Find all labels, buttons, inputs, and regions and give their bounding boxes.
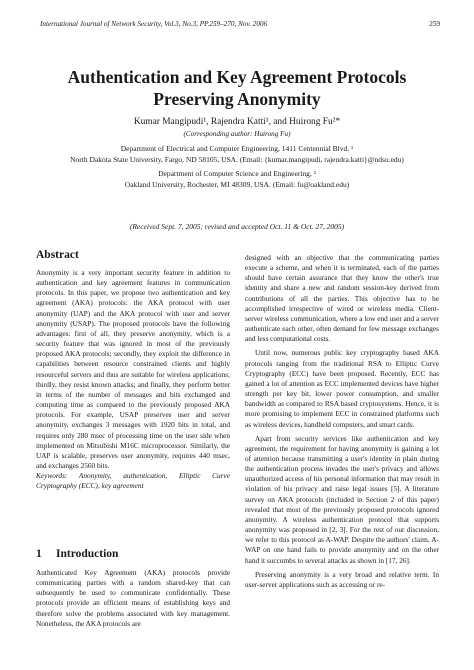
journal-citation: International Journal of Network Security, Vol.3, No.3, PP.259–270, Nov. 2006 [40, 20, 268, 28]
affiliation-line: Department of Electrical and Computer Engineering, 1411 Centennial Blvd. ¹ [120, 144, 354, 153]
received-dates: (Received Sept. 7, 2005; revised and accepted Oct. 11 & Oct. 27, 2005) [129, 222, 345, 231]
section-number: 1 [36, 548, 42, 560]
paragraph: Authenticated Key Agreement (AKA) protocols provide communicating parties with a random shared-key that can subsequently be used to communicate confidentially. These protocols provide an efficient means of establishing keys and therefore solve the problems associated with key management. Nonetheless, the AKA protocols are [36, 568, 230, 628]
running-head [40, 20, 440, 28]
keywords: Keywords: Anonymity, authentication, Elliptic Curve Cryptography (ECC), key agreement [36, 471, 230, 491]
authors: Kumar Mangipudi¹, Rajendra Katti¹, and Huirong Fu²* [133, 117, 341, 127]
page-number: 259 [429, 20, 440, 28]
abstract-text: Anonymity is a very important security feature in addition to authentication and key agreement features in communication protocols. In this paper, we propose two authentication and key agreement (AKA) protocols: the AKA protocol with user anonymity (UAP) and the AKA protocol with user and server anonymity (USAP). The proposed protocols have the following advantages: first of all, they preserve anonymity, which is a security feature that was ignored in most of the previously proposed AKA protocols; secondly, they exploit the difference in capabilities between resource constrained clients and highly resourceful servers and thus are suitable for wireless applications; thirdly, they resist known attacks; and finally, they perform better in terms of the number of messages and bits exchanged and computing time as compared to the previously proposed AKA protocols. For example, USAP preserves user and server anonymity, exchanges 3 messages with 1920 bits in total, and requires only 280 msec of processing time on the user side when implemented on Mitsubishi M16C microprocessor. Similarly, the UAP is scalable, preserves user anonymity, requires 440 msec, and exchanges 2560 bits. [36, 268, 230, 470]
affiliation-line: Department of Computer Science and Engineering, ² [158, 169, 316, 178]
paragraph: Until now, numerous public key cryptography based AKA protocols ranging from the traditional RSA to Elliptic Curve Cryptography (ECC) have been proposed. Recently, ECC has gained a lot of attention as ECC implemented devices have higher strength per key bit, lower power consumption, and smaller bandwidth as compared to RSA based cryptosystems. Hence, it is more promising to implement ECC in constrained platforms such as wireless devices, handheld computers, and smart cards. [245, 348, 439, 429]
abstract-heading: Abstract [36, 249, 79, 261]
paragraph: Preserving anonymity is a very broad and relative term. In user-server applications such as accessing or re- [245, 569, 439, 589]
title-line-2: Preserving Anonymity [153, 89, 321, 109]
introduction-body [36, 568, 230, 629]
corresponding-author: (Corresponding author: Huirong Fu) [183, 130, 291, 138]
paragraph: Apart from security services like authentication and key agreement, the requirement for having anonymity is gaining a lot of attention because transmitting a user's identity in plain during the authentication process invades the user's privacy and allows unauthorized access of his personal information that may result in violation of his privacy and raise legal issues [5]. A literature survey on AKA protocols (included in Section 2 of this paper) revealed that most of the previously proposed protocols ignored anonymity. A wireless authentication protocol that supports anonymity was proposed in [2, 3]. For the rest of our discussion, we refer to this protocol as A-WAP. Despite the authors' claim, A-WAP on one hand fails to provide anonymity and on the other hand it succumbs to several attacks as shown in [17, 26]. [245, 433, 439, 565]
section-title: Introduction [56, 548, 119, 560]
affiliation-line: Oakland University, Rochester, MI 48309, USA. (Email: fu@oakland.edu) [124, 180, 350, 189]
right-column [245, 253, 439, 590]
affiliation-line: North Dakota State University, Fargo, ND 58105, USA. (Email: {kumar.mangipudi, rajendra.katti}@ndsu.edu) [70, 155, 404, 164]
abstract-body [36, 268, 230, 491]
introduction-heading [36, 548, 118, 560]
paragraph: designed with an objective that the communicating parties execute a scheme, and when it is terminated, each of the parties should have certain assurance that they know the other's true identity and share a new and random session-key derived from contributions of all the parties. This objective has to be accomplished irrespective of wired or wireless media. Client-server wireless communication, where a low end user and a server authenticate each other, often demand for few message exchanges and less computational costs. [245, 253, 439, 344]
title-line-1: Authentication and Key Agreement Protocols [67, 67, 407, 87]
paper-title [0, 66, 474, 110]
